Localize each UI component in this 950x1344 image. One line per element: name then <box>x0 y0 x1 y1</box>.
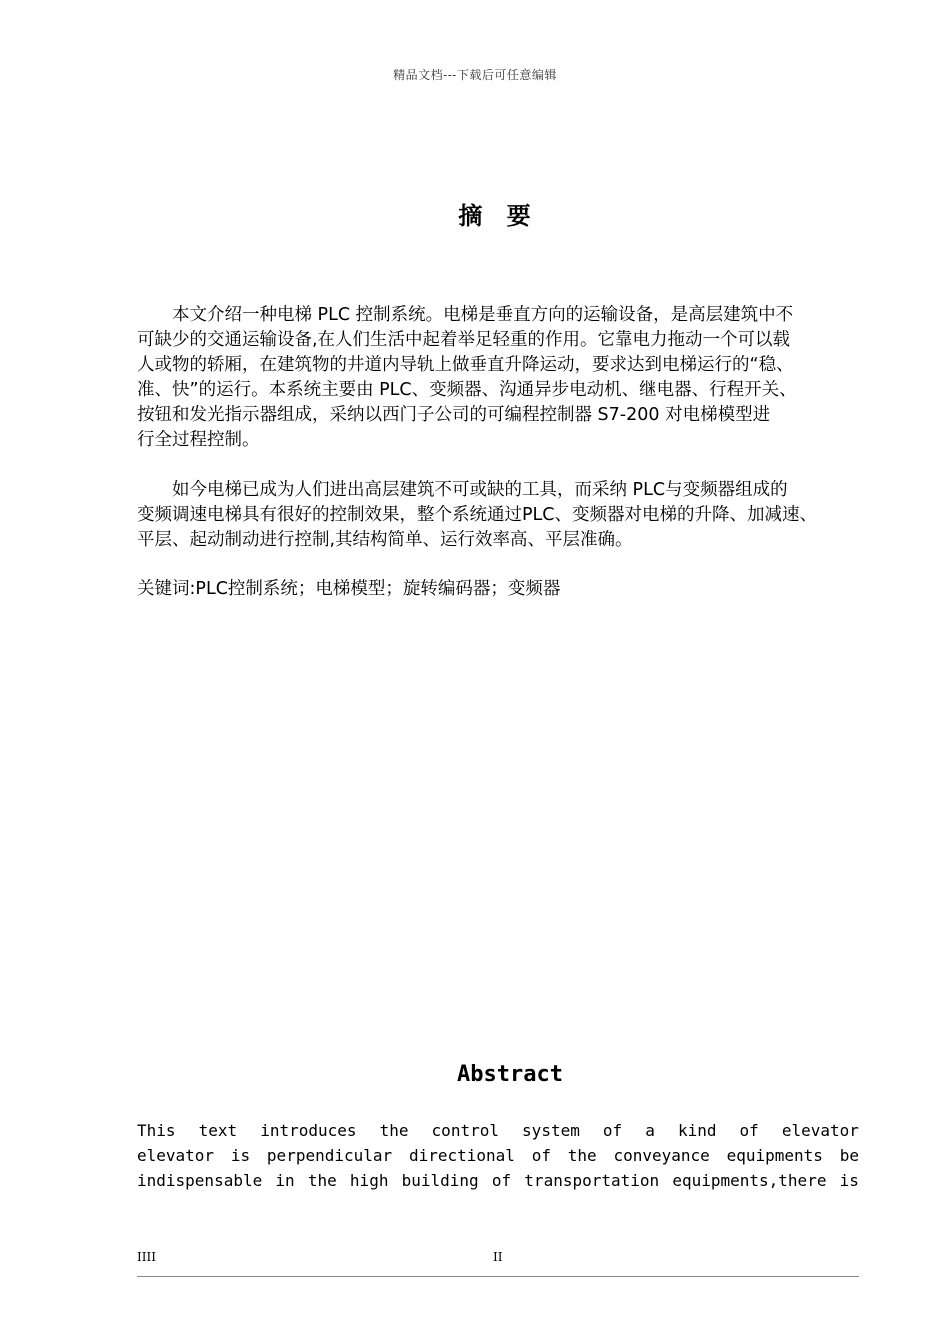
paragraph-line: 可缺少的交通运输设备,在人们生活中起着举足轻重的作用。它靠电力拖动一个可以载 <box>137 330 791 350</box>
abstract-cn-title: 摘 要 <box>458 202 539 230</box>
paragraph-line: 准、快”的运行。本系统主要由 PLC、变频器、沟通异步电动机、继电器、行程开关、 <box>137 380 797 400</box>
abstract-en-word: kind <box>677 1121 717 1140</box>
abstract-en-word: text <box>198 1121 238 1140</box>
abstract-cn-paragraph-1 <box>137 303 861 453</box>
abstract-en-line <box>137 1168 859 1193</box>
footer-left-text: IIII <box>137 1250 156 1264</box>
abstract-en-word: elevator <box>781 1121 859 1140</box>
page-header: 精品文档---下载后可任意编辑 <box>393 68 557 82</box>
paragraph-line: 行全过程控制。 <box>137 430 260 450</box>
abstract-en-word: perpendicular <box>266 1146 393 1165</box>
paragraph-line: 本文介绍一种电梯 PLC 控制系统。电梯是垂直方向的运输设备，是高层建筑中不 <box>137 305 794 325</box>
keywords: 关键词:PLC控制系统；电梯模型；旋转编码器；变频器 <box>137 579 561 599</box>
abstract-cn-paragraph-2 <box>137 478 869 553</box>
abstract-en-word: is <box>839 1171 859 1190</box>
abstract-en-word: system <box>522 1121 580 1140</box>
abstract-en-word: elevator <box>137 1146 215 1165</box>
abstract-en-body <box>137 1118 859 1193</box>
abstract-en-word: building <box>401 1171 479 1190</box>
abstract-en-word: equipments <box>726 1146 823 1165</box>
abstract-en-word: directional <box>408 1146 515 1165</box>
abstract-en-word: equipments,there <box>672 1171 827 1190</box>
footer-divider <box>137 1276 859 1277</box>
paragraph-line: 人或物的轿厢，在建筑物的井道内导轨上做垂直升降运动，要求达到电梯运行的“稳、 <box>137 355 794 375</box>
abstract-en-word: of <box>491 1171 512 1190</box>
abstract-en-word: the <box>379 1121 409 1140</box>
abstract-en-word: of <box>531 1146 551 1165</box>
abstract-en-word: be <box>839 1146 859 1165</box>
abstract-en-line <box>137 1143 859 1168</box>
abstract-en-word: control <box>431 1121 499 1140</box>
abstract-en-word: of <box>739 1121 759 1140</box>
abstract-en-word: a <box>645 1121 655 1140</box>
abstract-en-word: of <box>602 1121 623 1140</box>
abstract-en-word: introduces <box>260 1121 357 1140</box>
abstract-en-title: Abstract <box>457 1062 563 1087</box>
paragraph-line: 按钮和发光指示器组成，采纳以西门子公司的可编程控制器 S7-200 对电梯模型进 <box>137 405 771 425</box>
paragraph-line: 平层、起动制动进行控制,其结构简单、运行效率高、平层准确。 <box>137 530 633 550</box>
abstract-en-word: This <box>137 1121 176 1140</box>
paragraph-line: 如今电梯已成为人们进出高层建筑不可或缺的工具，而采纳 PLC与变频器组成的 <box>137 480 788 500</box>
abstract-en-word: transportation <box>524 1171 660 1190</box>
abstract-en-word: indispensable <box>137 1171 263 1190</box>
abstract-en-word: in <box>275 1171 295 1190</box>
abstract-en-word: the <box>307 1171 337 1190</box>
abstract-en-word: conveyance <box>613 1146 710 1165</box>
paragraph-line: 变频调速电梯具有很好的控制效果，整个系统通过PLC、变频器对电梯的升降、加减速、 <box>137 505 818 525</box>
abstract-en-word: is <box>230 1146 251 1165</box>
page-number: II <box>493 1250 503 1264</box>
abstract-en-word: the <box>567 1146 597 1165</box>
abstract-en-line <box>137 1118 859 1143</box>
abstract-en-word: high <box>349 1171 389 1190</box>
